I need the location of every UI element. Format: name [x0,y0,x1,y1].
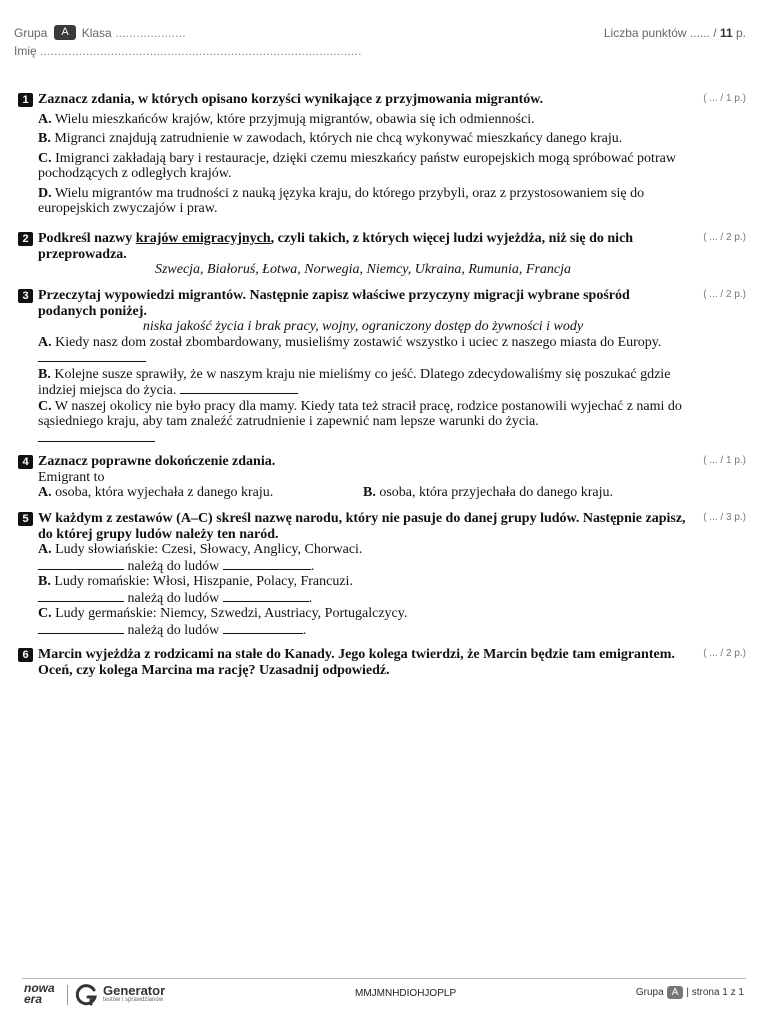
task-number: 3 [18,289,33,303]
task-question: Przeczytaj wypowiedzi migrantów. Następnie zapisz właściwe przyczyny migracji wybrane spośród podanych poniżej. [38,288,630,319]
answer-line[interactable] [38,622,124,634]
footer-divider [22,978,746,979]
name-label: Imię [14,44,37,58]
set-c[interactable]: C. Ludy germańskie: Niemcy, Szwedzi, Austriacy, Portugalczycy. [38,606,408,621]
set-a[interactable]: A. Ludy słowiańskie: Czesi, Słowacy, Anglicy, Chorwaci. [38,542,363,557]
fill-a: należą do ludów . [38,558,688,575]
name-dots: ........................................................................................... [40,44,362,58]
header-row [14,25,746,40]
group-badge: A [54,25,75,40]
test-code: MMJMNHDIOHJOPLP [355,988,457,999]
task-points: ( ... / 2 p.) [703,289,746,300]
task-2 [18,231,688,278]
group-label: Grupa [14,25,48,40]
set-b[interactable]: B. Ludy romańskie: Włosi, Hiszpanie, Polacy, Francuzi. [38,574,353,589]
class-dots: .................... [115,25,186,40]
option-a[interactable]: A. osoba, która wyjechała z danego kraju. [38,485,274,500]
answer-line[interactable] [38,430,155,442]
page-number: | strona 1 z 1 [686,987,744,998]
task-4 [18,454,688,501]
nowa-era-logo: nowa era [24,981,55,1006]
answer-line[interactable] [223,622,303,634]
task-points: ( ... / 2 p.) [703,232,746,243]
fill-c: należą do ludów . [38,622,688,639]
task-question: Podkreśl nazwy krajów emigracyjnych, czyli takich, z których więcej ludzi wyjeżdża, niż się do nich przeprowadza. [38,231,634,262]
answer-line[interactable] [180,382,298,394]
option-a[interactable]: A. Wielu mieszkańców krajów, które przyjmują migrantów, obawia się ich odmienności. [38,111,535,127]
answer-line[interactable] [38,558,124,570]
task-question: Marcin wyjeżdża z rodzicami na stałe do Kanady. Jego kolega twierdzi, że Marcin będzie tam emigrantem. Oceń, czy kolega Marcina ma rację? Uzasadnij odpowiedź. [38,647,675,678]
name-row [14,44,746,58]
task-points: ( ... / 1 p.) [703,455,746,466]
footer-group-badge: A [667,986,684,999]
task-points: ( ... / 3 p.) [703,512,746,523]
footer-page-info: Grupa A | strona 1 z 1 [635,987,744,998]
task-number: 5 [18,512,33,526]
task-number: 4 [18,455,33,469]
task-stem: Emigrant to [38,469,105,485]
generator-g-icon [75,983,99,1012]
task-number: 2 [18,232,33,246]
task-question: Zaznacz zdania, w których opisano korzyści wynikające z przyjmowania migrantów. [38,92,544,107]
task-points: ( ... / 2 p.) [703,648,746,659]
statement-a: A. Kiedy nasz dom został zbombardowany, musieliśmy zostawić wszystko i uciec z naszego miasta do Europy. [38,335,688,367]
logo-separator [67,985,68,1005]
task-6 [18,647,688,678]
task-number: 6 [18,648,33,662]
task-question: Zaznacz poprawne dokończenie zdania. [38,454,276,469]
class-label: Klasa [81,25,112,40]
task-5 [18,511,688,638]
task-1 [18,92,688,217]
answer-line[interactable] [38,590,124,602]
answer-line[interactable] [223,558,311,570]
task-question: W każdym z zestawów (A–C) skreśl nazwę narodu, który nie pasuje do danej grupy ludów. Następnie zapisz, do której grupy ludów należy ten naród. [38,511,686,542]
generator-logo-text: Generator [103,983,166,998]
points-total-value: 11 [719,25,733,40]
task-points: ( ... / 1 p.) [703,93,746,104]
fill-b: należą do ludów . [38,590,688,607]
option-c[interactable]: C. Imigranci zakładają bary i restauracje, dzięki czemu mieszkańcy państw europejskich mogą spróbować potraw pochodzących z odległych krajów. [38,150,676,181]
generator-logo-subtitle: testów i sprawdzianów [103,997,164,1003]
task-number: 1 [18,93,33,107]
answer-line[interactable] [38,350,146,362]
country-list[interactable]: Szwecja, Białoruś, Łotwa, Norwegia, Niemcy, Ukraina, Rumunia, Francja [154,262,572,277]
option-d[interactable]: D. Wielu migrantów ma trudności z nauką języka kraju, do którego przybyli, oraz z przystosowaniem się do europejskich zwyczajów i praw. [38,185,645,216]
option-b[interactable]: B. Migranci znajdują zatrudnienie w zawodach, których nie chcą wykonywać mieszkańcy danego kraju. [38,131,623,146]
cause-list: niska jakość życia i brak pracy, wojny, ograniczony dostęp do żywności i wody [142,319,584,334]
statement-b: B. Kolejne susze sprawiły, że w naszym kraju nie mieliśmy co jeść. Dlatego zdecydowaliśmy się poszukać gdzie indziej miejsca do życia. [38,366,671,398]
answer-line[interactable] [223,590,309,602]
statement-c: C. W naszej okolicy nie było pracy dla mamy. Kiedy tata też stracił pracę, rodzice postanowili wyjechać z nami do sąsiedniego kraju, aby tam znaleźć zatrudnienie i zapewnić nam lepsze warunki do życia. [38,398,682,429]
option-b[interactable]: B. osoba, która przyjechała do danego kraju. [363,485,613,500]
task-3 [18,288,688,446]
points-total: Liczba punktów ...... / 11 p. [603,25,746,40]
